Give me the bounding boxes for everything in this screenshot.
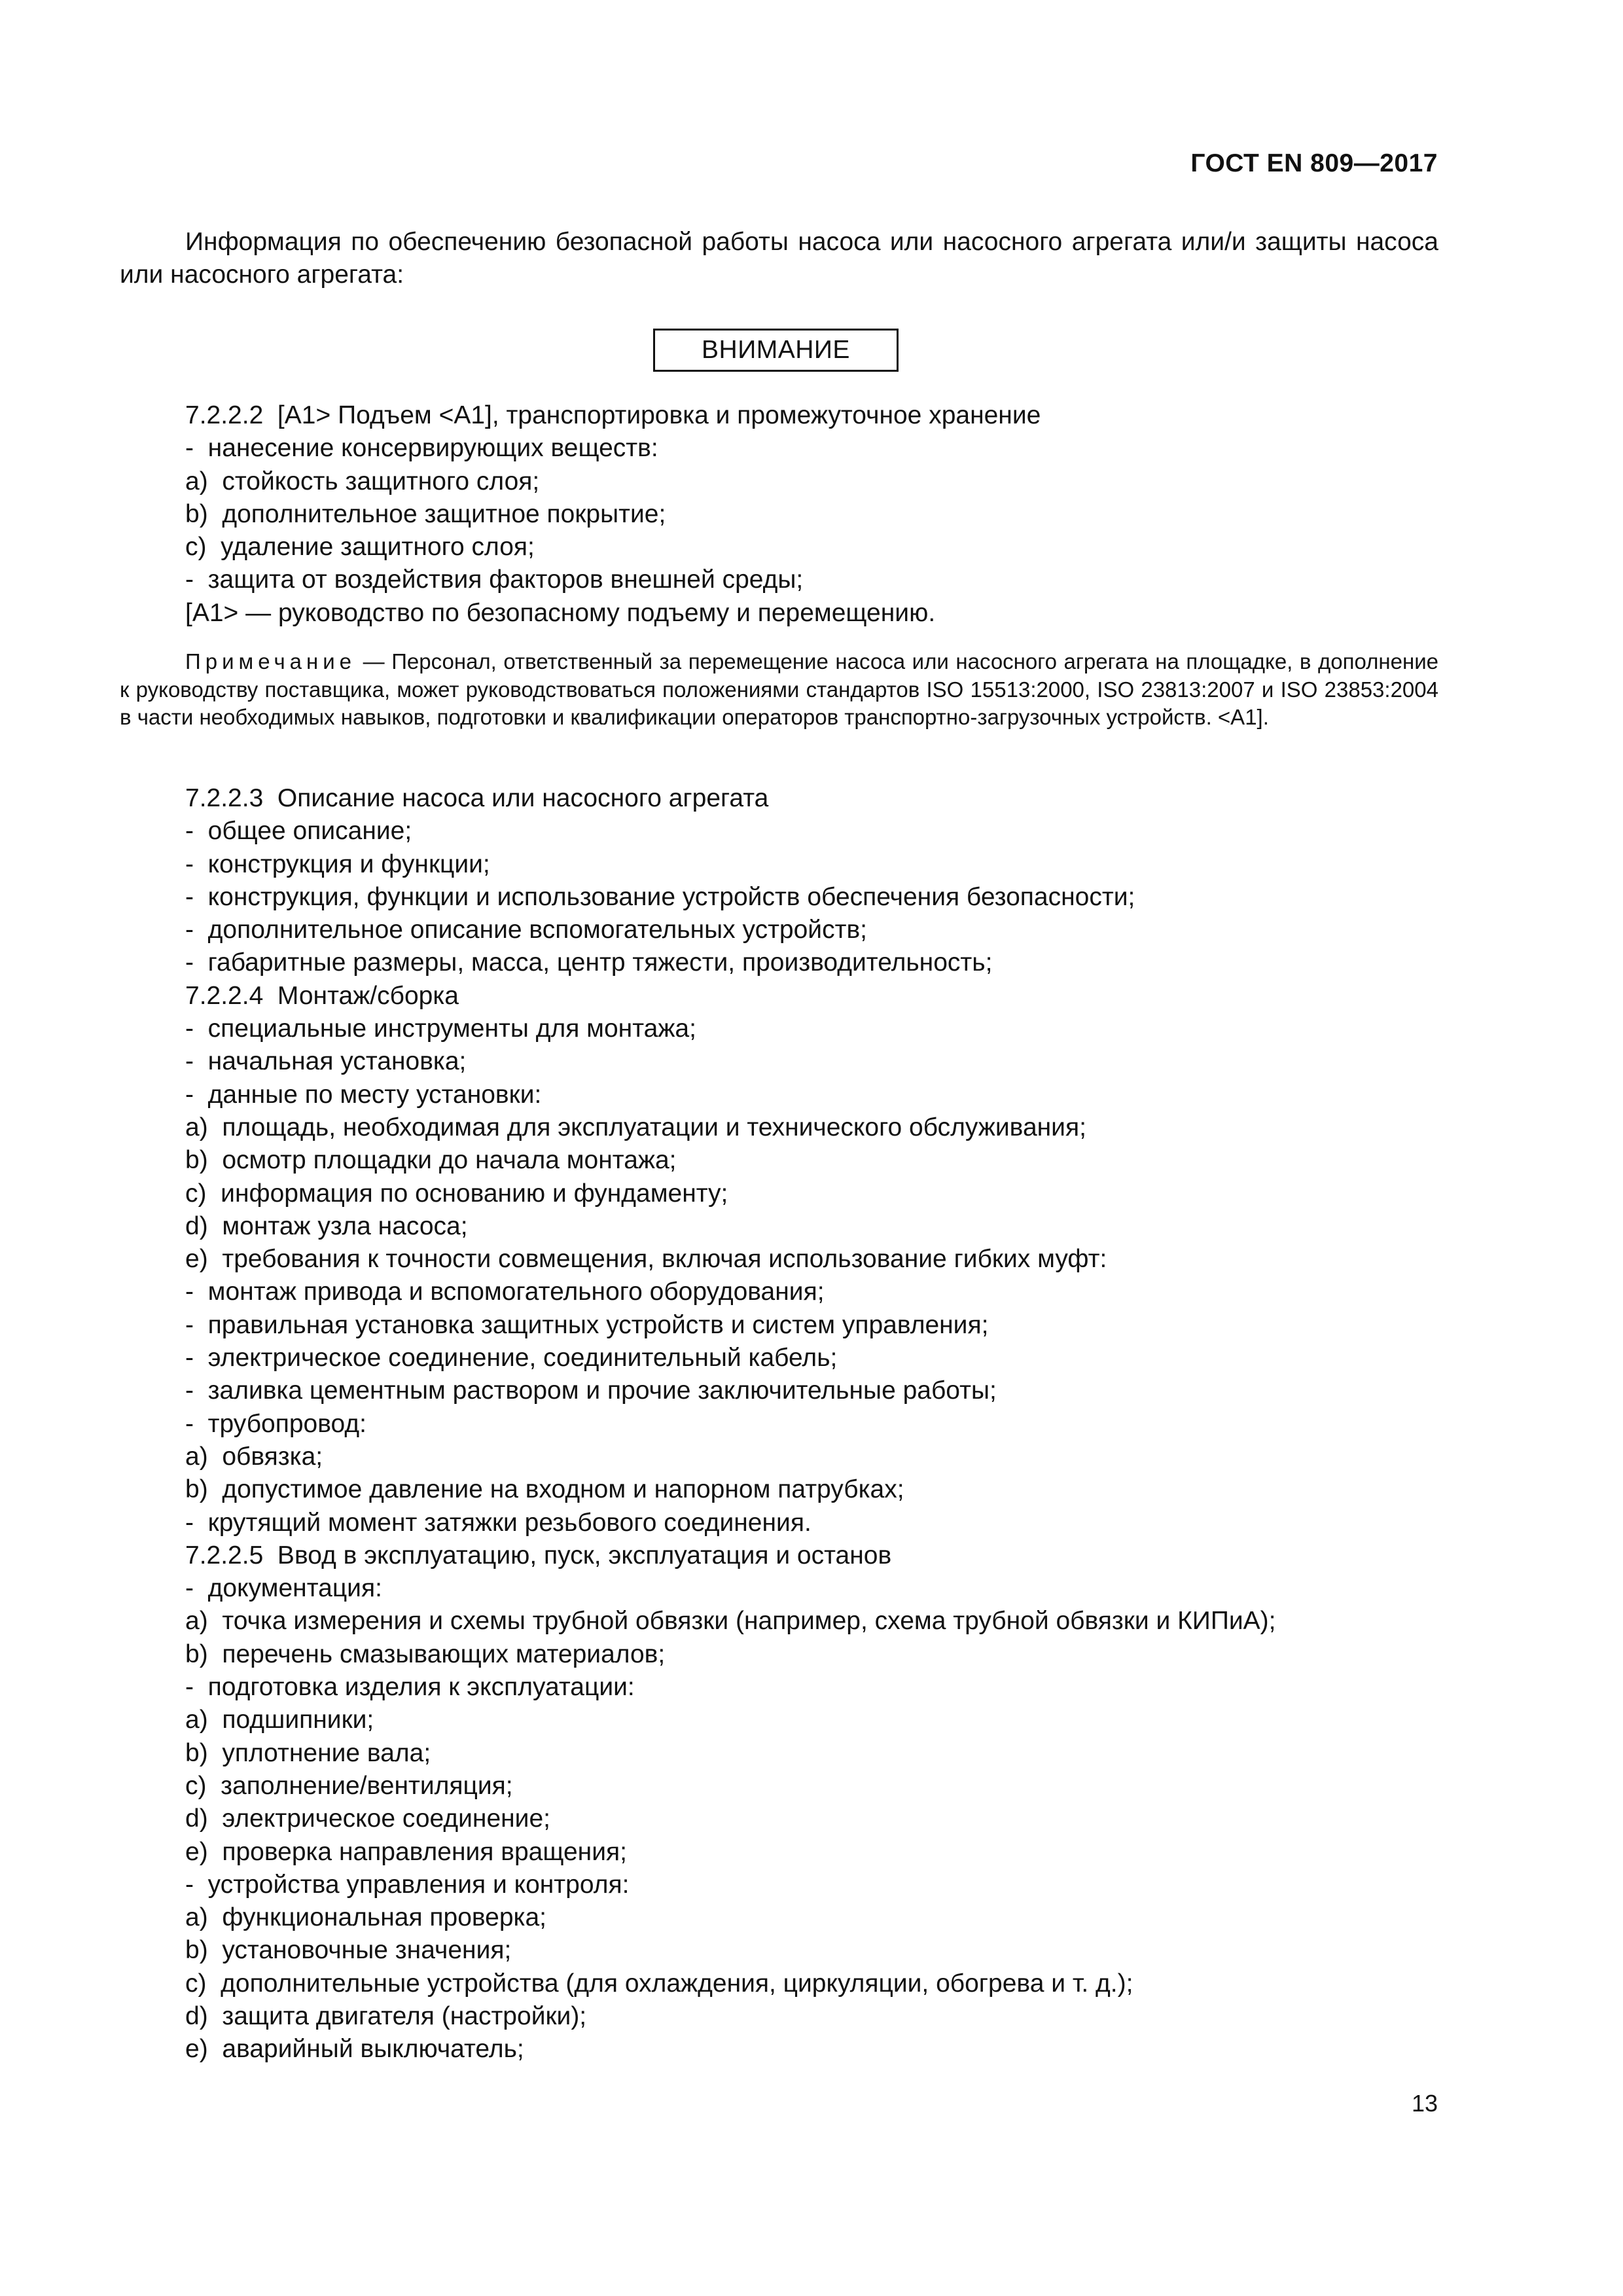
text-line: - габаритные размеры, масса, центр тяжести, производительность; <box>185 948 993 977</box>
text-line: c) удаление защитного слоя; <box>185 533 535 562</box>
text-line: e) аварийный выключатель; <box>185 2035 524 2064</box>
text-line: - документация: <box>185 1574 382 1603</box>
text-line: b) допустимое давление на входном и напорном патрубках; <box>185 1475 904 1504</box>
text-line: - конструкция и функции; <box>185 850 490 878</box>
note-label: Примечание <box>185 649 357 673</box>
text-line: - подготовка изделия к эксплуатации: <box>185 1673 635 1702</box>
text-line: a) функциональная проверка; <box>185 1903 546 1932</box>
page-number: 13 <box>1411 2090 1438 2117</box>
text-line: b) перечень смазывающих материалов; <box>185 1640 666 1668</box>
sections-7-2-2-3-to-7-2-2-5 <box>185 782 1438 2066</box>
text-line: c) информация по основанию и фундаменту; <box>185 1179 728 1208</box>
text-line: - общее описание; <box>185 817 412 846</box>
text-line: - крутящий момент затяжки резьбового соединения. <box>185 1508 812 1537</box>
text-line: c) заполнение/вентиляция; <box>185 1771 513 1800</box>
text-line: 7.2.2.4 Монтаж/сборка <box>185 981 459 1010</box>
text-line: - правильная установка защитных устройств и систем управления; <box>185 1310 989 1339</box>
text-line: d) электрическое соединение; <box>185 1804 550 1833</box>
text-line: 7.2.2.5 Ввод в эксплуатацию, пуск, эксплуатация и останов <box>185 1541 892 1570</box>
text-line: 7.2.2.2 [A1> Подъем <A1], транспортировка и промежуточное хранение <box>185 401 1041 429</box>
text-line: a) площадь, необходимая для эксплуатации и технического обслуживания; <box>185 1113 1086 1141</box>
intro-paragraph: Информация по обеспечению безопасной работы насоса или насосного агрегата или/и защиты насоса или насосного агрегата: <box>120 228 1438 289</box>
text-line: - заливка цементным раствором и прочие заключительные работы; <box>185 1376 997 1405</box>
note-paragraph <box>120 648 1438 732</box>
text-line: - электрическое соединение, соединительный кабель; <box>185 1344 838 1372</box>
document-code: ГОСТ EN 809—2017 <box>1190 149 1438 177</box>
text-line: d) монтаж узла насоса; <box>185 1211 468 1240</box>
text-line: b) установочные значения; <box>185 1936 512 1965</box>
text-line: - дополнительное описание вспомогательных устройств; <box>185 916 868 944</box>
text-line: - нанесение консервирующих веществ: <box>185 434 658 463</box>
warning-box <box>653 329 899 372</box>
text-line: a) точка измерения и схемы трубной обвязки (например, схема трубной обвязки и КИПиА); <box>185 1607 1276 1636</box>
note-text: — Персонал, ответственный за перемещение насоса или насосного агрегата на площадке, в дополнение к руководству поставщика, может руководствоваться положениями стандартов ISO 15513:2000, ISO 23813:2007 и ISO 23853:2004 в части необходимых навыков, подготовки и квалификации операторов транспортно-загрузочных устройств. <A1]. <box>120 649 1438 729</box>
text-line: - начальная установка; <box>185 1047 467 1076</box>
warning-label: ВНИМАНИЕ <box>702 336 850 364</box>
text-line: b) осмотр площадки до начала монтажа; <box>185 1146 677 1175</box>
text-line: a) подшипники; <box>185 1706 374 1734</box>
text-line: a) обвязка; <box>185 1442 323 1471</box>
text-line: 7.2.2.3 Описание насоса или насосного агрегата <box>185 784 769 812</box>
text-line: - конструкция, функции и использование устройств обеспечения безопасности; <box>185 882 1135 911</box>
text-line: - специальные инструменты для монтажа; <box>185 1014 696 1043</box>
text-line: - данные по месту установки: <box>185 1080 542 1109</box>
text-line: e) требования к точности совмещения, включая использование гибких муфт: <box>185 1245 1107 1274</box>
text-line: b) дополнительное защитное покрытие; <box>185 499 666 528</box>
section-7-2-2-2 <box>185 399 1438 630</box>
text-line: [A1> — руководство по безопасному подъему и перемещению. <box>185 598 936 627</box>
text-line: e) проверка направления вращения; <box>185 1837 627 1866</box>
text-line: - трубопровод: <box>185 1409 366 1438</box>
text-line: - защита от воздействия факторов внешней среды; <box>185 565 804 594</box>
text-line: - монтаж привода и вспомогательного оборудования; <box>185 1278 825 1306</box>
text-line: a) стойкость защитного слоя; <box>185 467 540 495</box>
text-line: b) уплотнение вала; <box>185 1738 431 1767</box>
text-line: c) дополнительные устройства (для охлаждения, циркуляции, обогрева и т. д.); <box>185 1969 1133 1998</box>
text-line: d) защита двигателя (настройки); <box>185 2001 587 2030</box>
text-line: - устройства управления и контроля: <box>185 1870 630 1899</box>
